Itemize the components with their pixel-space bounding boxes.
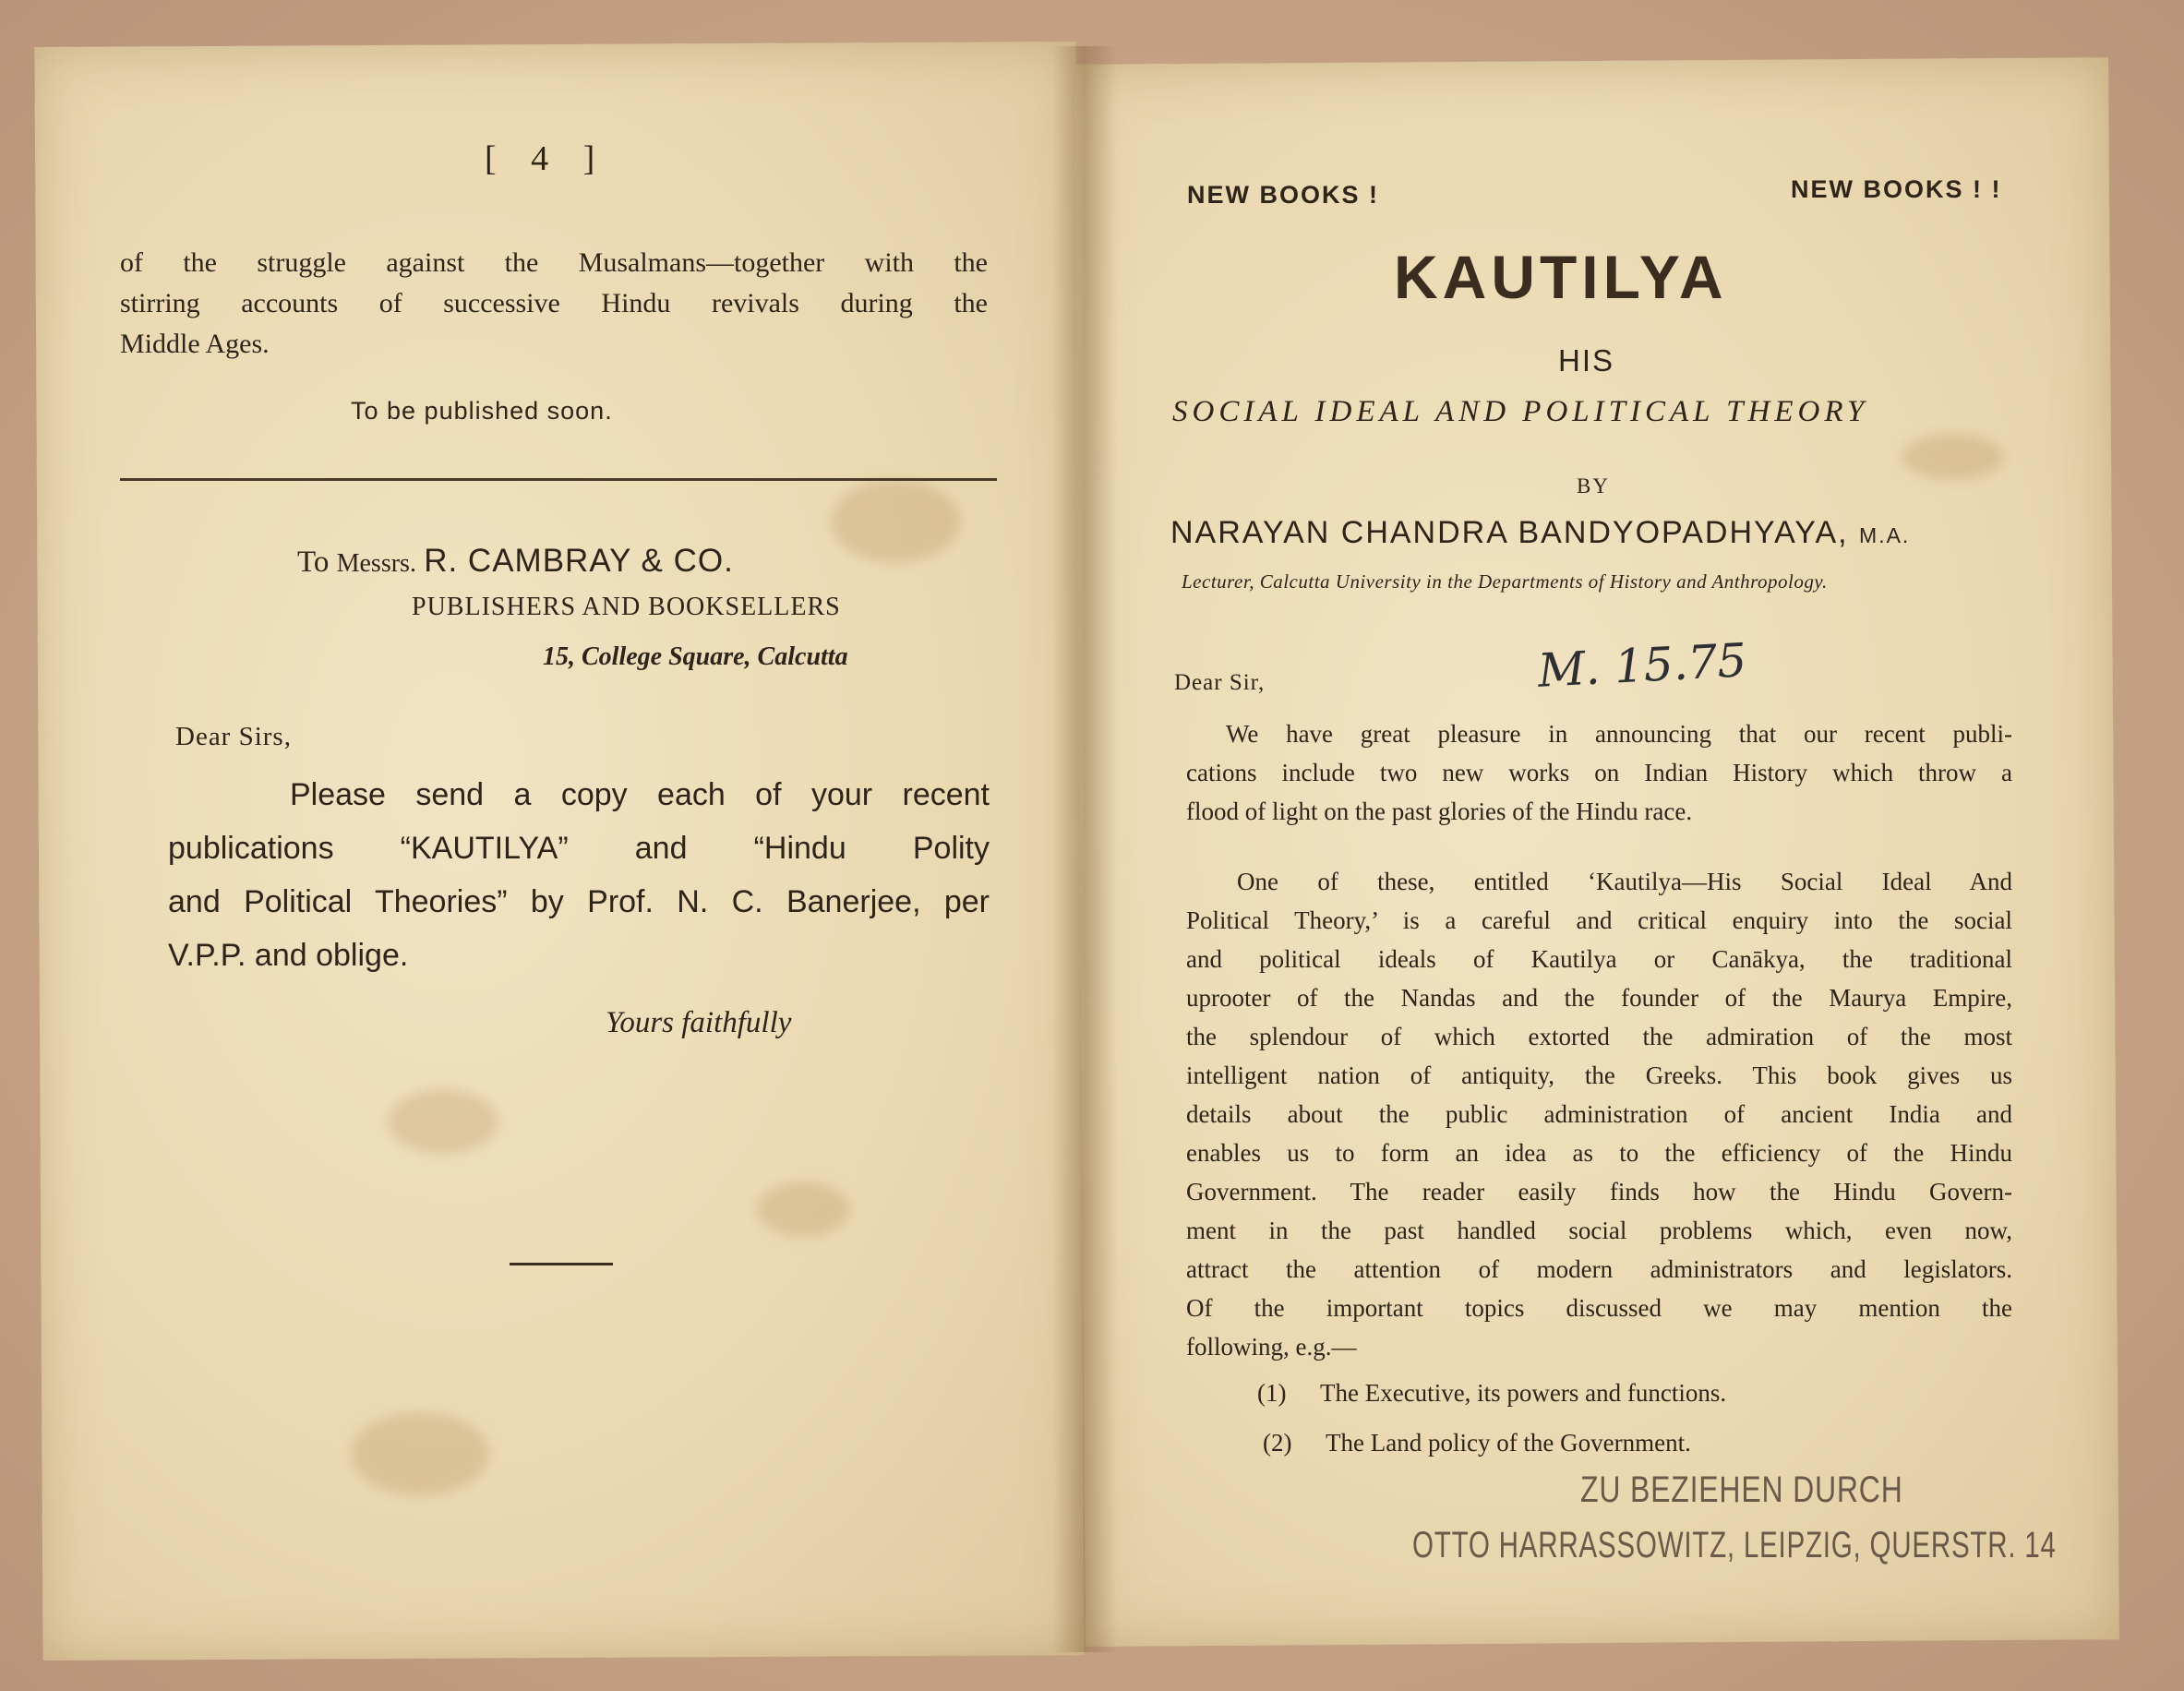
new-books-header-right: NEW BOOKS ! !	[1791, 175, 2002, 203]
letter-line: and Political Theories” by Prof. N. C. Banerjee, per	[168, 884, 990, 919]
intro-line: stirring accounts of successive Hindu revivals during the	[120, 288, 988, 318]
bookseller-stamp-line: OTTO HARRASSOWITZ, LEIPZIG, QUERSTR. 14	[1412, 1525, 2057, 1565]
letter-closing: Yours faithfully	[606, 1006, 792, 1039]
short-divider	[510, 1263, 613, 1265]
messrs-label: Messrs.	[336, 549, 416, 578]
paragraph-line: Political Theory,’ is a careful and critical enquiry into the social	[1186, 906, 2012, 934]
section-divider	[120, 478, 997, 481]
author-name-text: NARAYAN CHANDRA BANDYOPADHYAYA,	[1170, 515, 1849, 550]
topic-text: The Executive, its powers and functions.	[1320, 1379, 1727, 1407]
page-number: [ 4 ]	[485, 139, 608, 178]
paragraph-line: Government. The reader easily finds how the Hindu Govern-	[1186, 1178, 2012, 1205]
foxing-stain	[757, 1181, 849, 1237]
author-position: Lecturer, Calcutta University in the Departments of History and Anthropology.	[1182, 570, 1828, 593]
firm-name: R. CAMBRAY & CO.	[424, 543, 734, 579]
new-books-header-left: NEW BOOKS !	[1187, 181, 1379, 209]
to-prefix: To	[297, 546, 337, 579]
letter-line: publications “KAUTILYA” and “Hindu Polity	[168, 831, 990, 866]
letter-line: Please send a copy each of your recent	[290, 777, 990, 812]
paragraph-line: and political ideals of Kautilya or Canākya, the traditional	[1186, 945, 2012, 973]
publishers-line: PUBLISHERS AND BOOKSELLERS	[412, 593, 841, 621]
paragraph-line: intelligent nation of antiquity, the Greeks. This book gives us	[1186, 1061, 2012, 1089]
paragraph-line: flood of light on the past glories of the Hindu race.	[1186, 798, 1693, 825]
topic-text: The Land policy of the Government.	[1326, 1429, 1691, 1457]
paragraph-line: Of the important topics discussed we may mention the	[1186, 1294, 2012, 1322]
foxing-stain	[1902, 434, 2003, 480]
paragraph-line: ment in the past handled social problems which, even now,	[1186, 1217, 2012, 1244]
foxing-stain	[388, 1089, 498, 1154]
paragraph-line: attract the attention of modern administrators and legislators.	[1186, 1255, 2012, 1283]
topic-number: (2)	[1263, 1429, 1292, 1457]
topic-number: (1)	[1257, 1379, 1287, 1407]
title-his: HIS	[1558, 343, 1615, 378]
author-name	[1170, 515, 1910, 551]
by-label: BY	[1577, 474, 1610, 498]
paragraph-line: uprooter of the Nandas and the founder of the Maurya Empire,	[1186, 984, 2012, 1012]
paragraph-line: We have great pleasure in announcing that our recent publi-	[1226, 720, 2012, 748]
author-degree: M.A.	[1859, 523, 1911, 547]
foxing-stain	[351, 1412, 489, 1495]
book-gutter	[1052, 46, 1117, 1652]
paragraph-line: the splendour of which extorted the admiration of the most	[1186, 1023, 2012, 1050]
right-salutation: Dear Sir,	[1174, 670, 1266, 695]
paragraph-line: cations include two new works on Indian History which throw a	[1186, 759, 2012, 786]
handwritten-note: M. 15.75	[1536, 633, 1748, 698]
left-salutation: Dear Sirs,	[175, 722, 292, 751]
intro-line: Middle Ages.	[120, 329, 270, 359]
publication-note: To be published soon.	[351, 397, 613, 425]
paragraph-line: One of these, entitled ‘Kautilya—His Social Ideal And	[1237, 868, 2012, 895]
paragraph-line: details about the public administration of ancient India and	[1186, 1100, 2012, 1128]
bookseller-stamp-line: ZU BEZIEHEN DURCH	[1580, 1469, 1903, 1510]
foxing-stain	[831, 480, 960, 563]
paragraph-line: enables us to form an idea as to the efficiency of the Hindu	[1186, 1139, 2012, 1167]
firm-address: 15, College Square, Calcutta	[543, 642, 848, 671]
order-form-addressee	[297, 543, 734, 580]
book-subtitle: SOCIAL IDEAL AND POLITICAL THEORY	[1172, 395, 1869, 428]
letter-line: V.P.P. and oblige.	[168, 938, 409, 973]
intro-line: of the struggle against the Musalmans—together with the	[120, 247, 988, 278]
book-title: KAUTILYA	[1394, 243, 1728, 311]
paragraph-line: following, e.g.—	[1186, 1333, 1357, 1361]
